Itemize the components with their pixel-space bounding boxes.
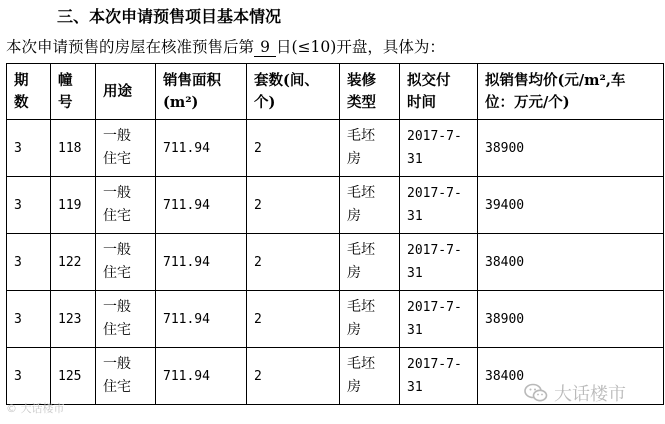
cell-use: 一般 住宅 bbox=[96, 120, 156, 177]
header-building: 幢 号 bbox=[51, 64, 96, 120]
cell-price: 38400 bbox=[478, 348, 664, 405]
presale-table bbox=[6, 63, 664, 405]
cell-units: 2 bbox=[247, 120, 340, 177]
intro-day-value: 9 bbox=[254, 39, 276, 57]
cell-period: 3 bbox=[7, 291, 51, 348]
cell-area: 711.94 bbox=[156, 234, 247, 291]
cell-finish: 毛坯 房 bbox=[340, 348, 400, 405]
header-use: 用途 bbox=[96, 64, 156, 120]
cell-area: 711.94 bbox=[156, 120, 247, 177]
cell-area: 711.94 bbox=[156, 177, 247, 234]
cell-price: 38400 bbox=[478, 234, 664, 291]
cell-price: 38900 bbox=[478, 120, 664, 177]
intro-text-before: 本次申请预售的房屋在核准预售后第 bbox=[6, 38, 255, 56]
table-row bbox=[7, 291, 664, 348]
table-row bbox=[7, 177, 664, 234]
cell-building: 123 bbox=[51, 291, 96, 348]
watermark-left: © 大话楼市 bbox=[6, 402, 65, 415]
cell-price: 38900 bbox=[478, 291, 664, 348]
cell-period: 3 bbox=[7, 120, 51, 177]
cell-delivery: 2017-7- 31 bbox=[400, 234, 478, 291]
cell-units: 2 bbox=[247, 234, 340, 291]
cell-period: 3 bbox=[7, 348, 51, 405]
intro-text-after: 日(≤10)开盘，具体为： bbox=[276, 38, 445, 56]
header-period: 期 数 bbox=[7, 64, 51, 120]
cell-price: 39400 bbox=[478, 177, 664, 234]
watermark-right-text: 大话楼市 bbox=[554, 384, 626, 405]
table-row bbox=[7, 120, 664, 177]
cell-finish: 毛坯 房 bbox=[340, 120, 400, 177]
table-header-row bbox=[7, 64, 664, 120]
cell-period: 3 bbox=[7, 234, 51, 291]
cell-use: 一般 住宅 bbox=[96, 291, 156, 348]
intro-paragraph bbox=[6, 36, 445, 58]
cell-building: 118 bbox=[51, 120, 96, 177]
cell-delivery: 2017-7- 31 bbox=[400, 291, 478, 348]
cell-use: 一般 住宅 bbox=[96, 177, 156, 234]
header-finish: 装修 类型 bbox=[340, 64, 400, 120]
watermark-right bbox=[524, 379, 626, 407]
cell-delivery: 2017-7- 31 bbox=[400, 348, 478, 405]
cell-units: 2 bbox=[247, 291, 340, 348]
cell-use: 一般 住宅 bbox=[96, 348, 156, 405]
cell-delivery: 2017-7- 31 bbox=[400, 177, 478, 234]
cell-building: 122 bbox=[51, 234, 96, 291]
cell-use: 一般 住宅 bbox=[96, 234, 156, 291]
header-area: 销售面积 (m²) bbox=[156, 64, 247, 120]
cell-finish: 毛坯 房 bbox=[340, 291, 400, 348]
section-heading: 三、本次申请预售项目基本情况 bbox=[57, 7, 282, 26]
cell-units: 2 bbox=[247, 348, 340, 405]
header-price: 拟销售均价(元/m²,车 位：万元/个) bbox=[478, 64, 664, 120]
header-delivery: 拟交付 时间 bbox=[400, 64, 478, 120]
cell-area: 711.94 bbox=[156, 291, 247, 348]
cell-finish: 毛坯 房 bbox=[340, 234, 400, 291]
cell-building: 119 bbox=[51, 177, 96, 234]
table-row bbox=[7, 234, 664, 291]
cell-units: 2 bbox=[247, 177, 340, 234]
cell-finish: 毛坯 房 bbox=[340, 177, 400, 234]
wechat-icon bbox=[524, 383, 548, 403]
cell-area: 711.94 bbox=[156, 348, 247, 405]
cell-delivery: 2017-7- 31 bbox=[400, 120, 478, 177]
cell-period: 3 bbox=[7, 177, 51, 234]
cell-building: 125 bbox=[51, 348, 96, 405]
header-units: 套数(间、 个) bbox=[247, 64, 340, 120]
